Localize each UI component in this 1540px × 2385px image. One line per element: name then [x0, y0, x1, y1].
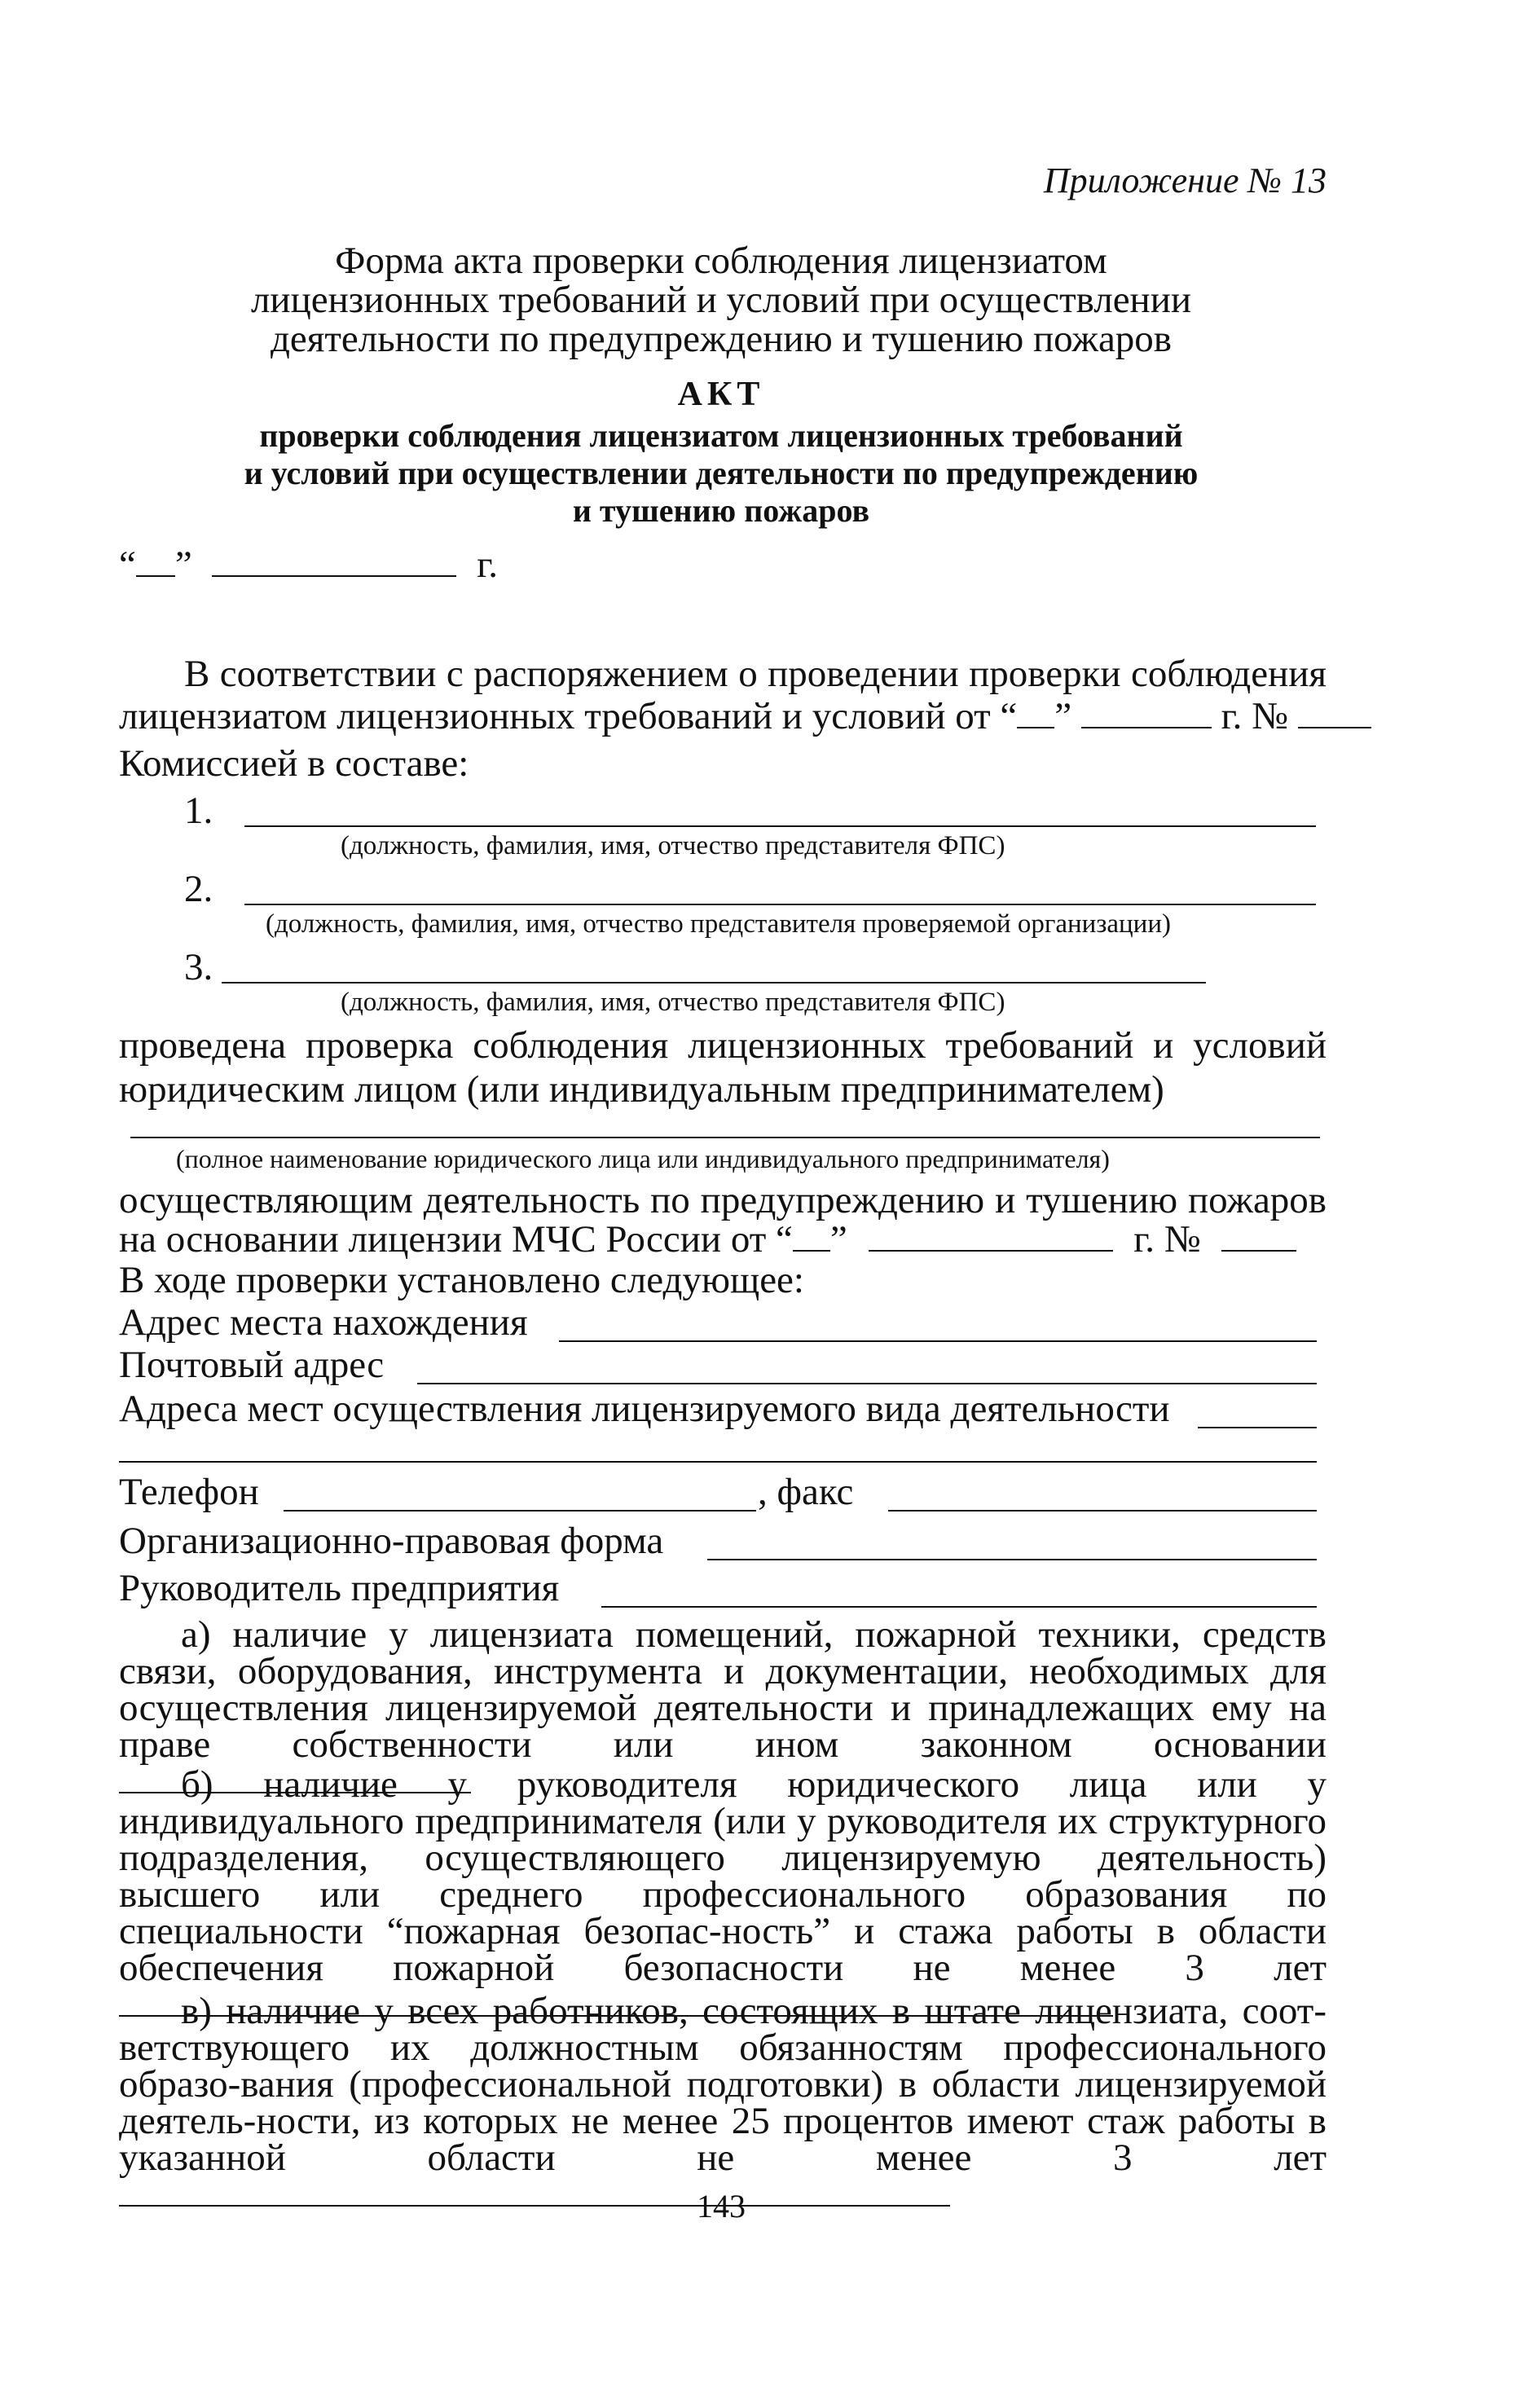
order-day-blank	[1017, 726, 1054, 728]
fax-label: , факс	[758, 1471, 854, 1513]
activity-addresses-blank	[1198, 1426, 1317, 1428]
item-c	[119, 1990, 1327, 2213]
order-number-blank	[1298, 726, 1371, 728]
date-line	[119, 543, 498, 587]
established-line: В ходе проверки установлено следующее:	[119, 1259, 804, 1301]
fax-field	[758, 1470, 853, 1514]
member-1	[184, 789, 213, 833]
address-blank	[559, 1340, 1317, 1342]
head-blank	[601, 1605, 1317, 1608]
form-title-line-3: деятельности по предупреждению и тушению пожаров	[271, 318, 1172, 360]
member-3-blank	[222, 981, 1206, 983]
member-2-num: 2.	[184, 868, 213, 910]
order-month-blank	[1081, 726, 1212, 728]
phone-field	[119, 1470, 259, 1514]
postal-blank	[417, 1382, 1317, 1384]
member-3-num: 3.	[184, 946, 213, 988]
head-field	[119, 1566, 559, 1610]
inspection-line-1: проведена проверка соблюдения лицензионных требований и условий	[119, 1024, 1327, 1067]
inspection-line-3: осуществляющим деятельность по предупреждению и тушению пожаров	[119, 1179, 1327, 1221]
inspection-line-2: юридическим лицом (или индивидуальным предпринимателем)	[119, 1068, 1164, 1111]
member-3	[184, 945, 213, 989]
form-title	[118, 241, 1324, 359]
license-year: г. №	[1133, 1218, 1201, 1261]
member-2-caption: (должность, фамилия, имя, отчество представителя проверяемой организации)	[266, 909, 1171, 939]
entity-name-blank	[130, 1136, 1320, 1138]
activity-addresses-label: Адреса мест осуществления лицензируемого вида деятельности	[119, 1388, 1170, 1430]
act-subtitle	[118, 417, 1324, 530]
year-suffix: г.	[477, 543, 498, 586]
license-mid-quote: ”	[829, 1218, 847, 1261]
license-day-blank	[793, 1249, 830, 1252]
act-subtitle-line-1: проверки соблюдения лицензиатом лицензионных требований	[259, 417, 1183, 454]
legal-form-field	[119, 1519, 663, 1563]
order-year: г. №	[1221, 695, 1288, 737]
item-a-text: а) наличие у лицензиата помещений, пожарной техники, средств связи, оборудования, инструмента и документации, необходимых для осуществления лицензируемой деятельности и принадлежащих ему на праве собственности или ином законном основании	[119, 1613, 1327, 1766]
page-number: 143	[697, 2188, 746, 2224]
activity-addresses-blank-2	[119, 1460, 1317, 1463]
order-line-2	[119, 694, 1371, 738]
act-subtitle-line-2: и условий при осуществлении деятельности по предупреждению	[244, 455, 1199, 491]
act-subtitle-line-3: и тушению пожаров	[572, 492, 870, 529]
postal-label: Почтовый адрес	[119, 1344, 385, 1386]
member-1-blank	[244, 825, 1316, 827]
member-2	[184, 867, 213, 911]
legal-form-blank	[707, 1558, 1317, 1560]
member-2-blank	[244, 903, 1316, 905]
address-label: Адрес места нахождения	[119, 1301, 528, 1344]
phone-label: Телефон	[119, 1471, 259, 1513]
member-1-caption: (должность, фамилия, имя, отчество представителя ФПС)	[341, 831, 1005, 860]
head-label: Руководитель предприятия	[119, 1567, 560, 1609]
order-prefix: лицензиатом лицензионных требований и условий от “	[119, 695, 1018, 737]
fax-blank	[888, 1509, 1317, 1512]
postal-field	[119, 1343, 384, 1387]
order-mid-quote: ”	[1054, 695, 1072, 737]
license-month-blank	[869, 1249, 1113, 1252]
appendix-label: Приложение № 13	[1043, 161, 1327, 200]
date-close-quote: ”	[174, 543, 192, 586]
address-field	[119, 1300, 528, 1344]
license-line	[119, 1217, 1296, 1261]
member-3-caption: (должность, фамилия, имя, отчество представителя ФПС)	[341, 988, 1005, 1017]
order-line-1: В соответствии с распоряжением о проведении проверки соблюдения	[184, 653, 1327, 695]
legal-form-label: Организационно-правовая форма	[119, 1520, 664, 1562]
license-prefix: на основании лицензии МЧС России от “	[119, 1218, 793, 1261]
phone-blank	[284, 1509, 756, 1512]
act-title: АКТ	[677, 376, 765, 413]
item-b-text: б) наличие у руководителя юридического лица или у индивидуального предпринимателя (или у руководителя их структурного подразделения, осуществляющего лицензируемую деятельность) высшего или среднего профессионального образования по специальности “пожарная безопас-ность” и стажа работы в области обеспечения пожарной безопасности не менее 3 лет	[119, 1763, 1327, 1989]
item-b	[119, 1763, 1327, 2023]
activity-addresses-field	[119, 1387, 1170, 1431]
form-title-line-1: Форма акта проверки соблюдения лицензиатом	[335, 240, 1107, 282]
item-c-text: в) наличие у всех работников, состоящих в штате лицензиата, соот-ветствующего их должностным обязанностям профессионального образо-вания (профессиональной подготовки) в области лицензируемой деятель-ности, из которых не менее 25 процентов имеют стаж работы в указанной области не менее 3 лет	[119, 1990, 1327, 2179]
form-title-line-2: лицензионных требований и условий при осуществлении	[250, 279, 1192, 321]
date-open-quote: “	[119, 543, 136, 586]
month-blank	[212, 574, 456, 577]
day-blank	[136, 574, 175, 577]
entity-name-caption: (полное наименование юридического лица или индивидуального предпринимателя)	[176, 1144, 1110, 1173]
commission-title: Комиссией в составе:	[119, 742, 469, 785]
member-1-num: 1.	[184, 790, 213, 832]
license-number-blank	[1221, 1249, 1296, 1252]
